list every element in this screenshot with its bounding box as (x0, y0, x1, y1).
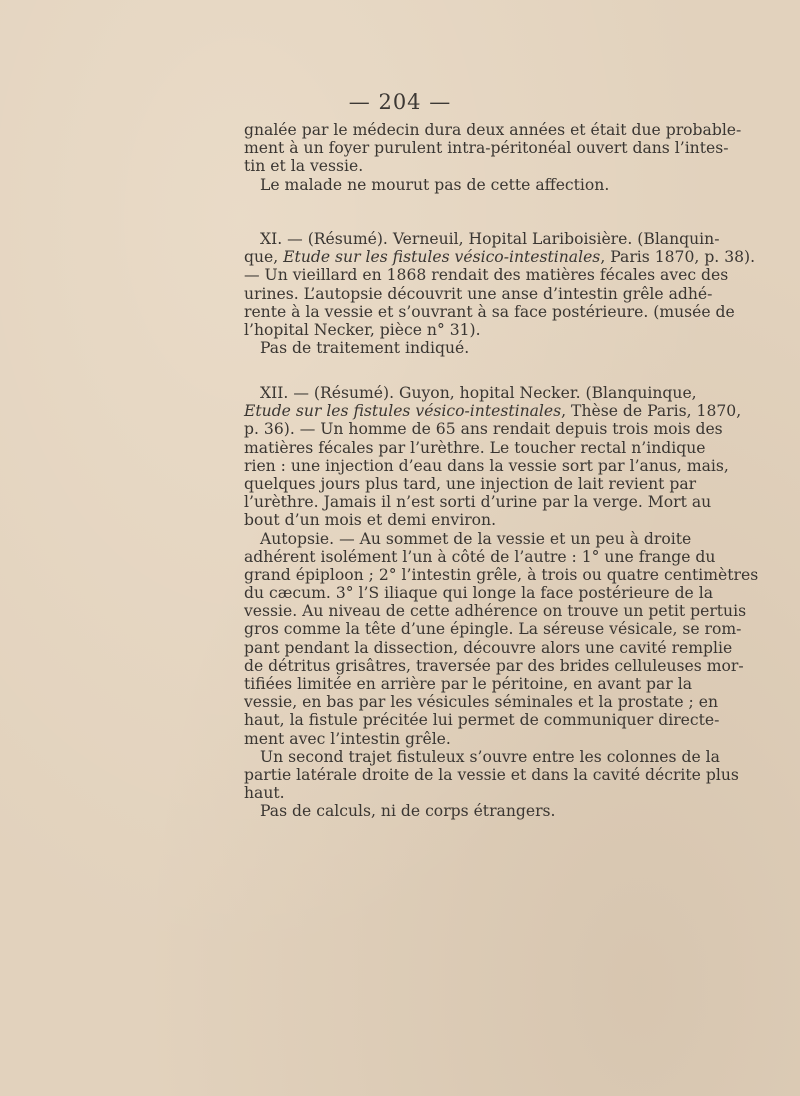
text-line: tin et la vessie. (244, 157, 364, 176)
text-line: grand épiploon ; 2° l’intestin grêle, à trois ou quatre centimètres (244, 565, 759, 584)
text-line: de détritus grisâtres, traversée par des brides celluleuses mor- (244, 656, 744, 675)
text-line: XII. — (Résumé). Guyon, hopital Necker. (Blanquinque, (260, 384, 697, 402)
text-line: tifiées limitée en arrière par le péritoine, en avant par la (244, 675, 693, 693)
text-line: vessie. Au niveau de cette adhérence on trouve un petit pertuis (244, 602, 747, 621)
work-title: Etude sur les fistules vésico-intestinales (244, 402, 562, 421)
text-line: p. 36). — Un homme de 65 ans rendait depuis trois mois des (244, 420, 723, 439)
text-line: rente à la vessie et s’ouvrant à sa face postérieure. (musée de (244, 302, 735, 321)
text-line: haut. (244, 784, 285, 803)
text-line: Pas de traitement indiqué. (260, 339, 470, 358)
paragraph-3-case-xii (244, 384, 759, 821)
text-line: matières fécales par l’urèthre. Le toucher rectal n’indique (244, 438, 706, 457)
work-title: Etude sur les fistules vésico-intestinales (283, 248, 601, 267)
paragraph-1 (244, 121, 742, 194)
text-line: ment avec l’intestin grêle. (244, 729, 451, 748)
text-line: vessie, en bas par les vésicules séminales et la prostate ; en (244, 693, 719, 712)
page-number: — 204 — (348, 90, 452, 114)
text-line: pant pendant la dissection, découvre alors une cavité remplie (244, 638, 733, 657)
text-line: Autopsie. — Au sommet de la vessie et un peu à droite (260, 529, 692, 548)
text-line: gnalée par le médecin dura deux années et était due probable- (244, 121, 742, 139)
text-line: Le malade ne mourut pas de cette affection. (260, 175, 610, 194)
text-line: l’urèthre. Jamais il n’est sorti d’urine par la verge. Mort au (244, 493, 712, 512)
text-line: rien : une injection d’eau dans la vessie sort par l’anus, mais, (244, 456, 729, 475)
text-line: Etude sur les fistules vésico-intestinales, Thèse de Paris, 1870, (244, 402, 742, 421)
text-line: haut, la fistule précitée lui permet de communiquer directe- (244, 711, 720, 730)
text-line: Un second trajet fistuleux s’ouvre entre les colonnes de la (260, 747, 720, 766)
text-line: que, Etude sur les fistules vésico-intestinales, Paris 1870, p. 38). (244, 248, 756, 267)
text-line: adhérent isolément l’un à côté de l’autre : 1° une frange du (244, 547, 716, 566)
text-line: — Un vieillard en 1868 rendait des matières fécales avec des (244, 266, 729, 285)
text-line: partie latérale droite de la vessie et dans la cavité décrite plus (244, 765, 739, 784)
text-line: l’hopital Necker, pièce n° 31). (244, 320, 481, 339)
text-line: ment à un foyer purulent intra-péritonéal ouvert dans l’intes- (244, 139, 729, 158)
text-line: quelques jours plus tard, une injection de lait revient par (244, 474, 697, 493)
paragraph-2-case-xi (244, 230, 756, 358)
text-line: gros comme la tête d’une épingle. La séreuse vésicale, se rom- (244, 620, 742, 639)
text-line: urines. L’autopsie découvrit une anse d’intestin grêle adhé- (244, 284, 713, 303)
text-line: Pas de calculs, ni de corps étrangers. (260, 802, 556, 821)
text-line: du cæcum. 3° l’S iliaque qui longe la face postérieure de la (244, 584, 714, 603)
text-line: bout d’un mois et demi environ. (244, 511, 497, 530)
text-line: XI. — (Résumé). Verneuil, Hopital Lariboisière. (Blanquin- (260, 230, 720, 248)
